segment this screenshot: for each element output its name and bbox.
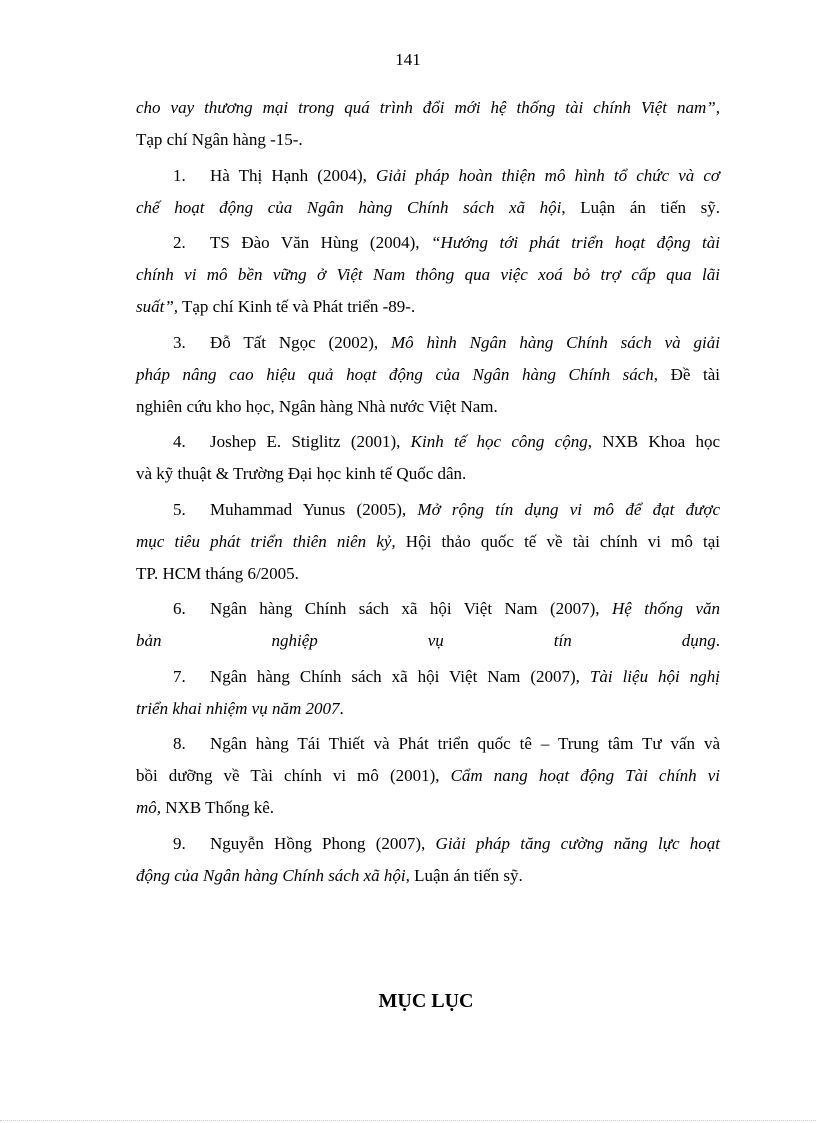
reference-item-9	[136, 828, 720, 892]
reference-item-2	[136, 227, 720, 323]
reference-item-5	[136, 494, 720, 590]
reference-line: suất”, Tạp chí Kinh tế và Phát triển -89-.	[136, 297, 416, 316]
reference-line	[136, 124, 720, 156]
reference-item-4	[136, 426, 720, 490]
reference-number: 8.	[173, 734, 186, 753]
reference-list	[136, 92, 720, 892]
reference-line: 2. TS Đào Văn Hùng (2004), “Hướng tới phát triển hoạt động tài	[136, 227, 720, 259]
reference-number: 2.	[173, 233, 186, 252]
page-number: 141	[395, 50, 421, 69]
page-bottom-rule	[0, 1120, 816, 1121]
reference-line: nghiên cứu kho học, Ngân hàng Nhà nước Việt Nam.	[136, 396, 498, 416]
reference-line: 5. Muhammad Yunus (2005), Mở rộng tín dụng vi mô để đạt được	[136, 494, 720, 526]
reference-line: pháp nâng cao hiệu quả hoạt động của Ngân hàng Chính sách, Đề tài	[136, 364, 720, 384]
reference-number: 9.	[173, 833, 186, 853]
reference-line: mục tiêu phát triển thiên niên kỷ, Hội thảo quốc tế về tài chính vi mô tại	[136, 531, 720, 551]
reference-item-6	[136, 593, 720, 657]
reference-line: 3. Đỗ Tất Ngọc (2002), Mô hình Ngân hàng Chính sách và giải	[136, 327, 720, 359]
reference-line: 4. Joshep E. Stiglitz (2001), Kinh tế học công cộng, NXB Khoa học	[136, 426, 720, 458]
reference-line: triển khai nhiệm vụ năm 2007.	[136, 698, 344, 718]
reference-line: 6. Ngân hàng Chính sách xã hội Việt Nam (2007), Hệ thống văn	[136, 593, 720, 625]
reference-number: 6.	[173, 599, 186, 618]
reference-title: cho vay thương mại trong quá trình đổi mới hệ thống tài chính Việt nam”	[136, 98, 716, 117]
reference-line: chính vi mô bền vững ở Việt Nam thông qua việc xoá bỏ trợ cấp qua lãi	[136, 265, 720, 284]
reference-line: 8. Ngân hàng Tái Thiết và Phát triển quốc tê – Trung tâm Tư vấn và	[136, 728, 720, 760]
reference-continuation	[136, 92, 720, 156]
reference-line: 1. Hà Thị Hạnh (2004), Giải pháp hoàn thiện mô hình tổ chức và cơ	[136, 160, 720, 192]
reference-line: TP. HCM tháng 6/2005.	[136, 563, 299, 583]
reference-item-7	[136, 661, 720, 725]
reference-number: 3.	[173, 332, 186, 352]
reference-line: và kỹ thuật & Trường Đại học kinh tế Quốc dân.	[136, 464, 467, 483]
reference-number: 1.	[173, 165, 186, 185]
reference-item-8	[136, 728, 720, 824]
reference-line: bản nghiệp vụ tín dụng.	[136, 631, 720, 650]
reference-item-3	[136, 327, 720, 423]
reference-line: 7. Ngân hàng Chính sách xã hội Việt Nam (2007), Tài liệu hội nghị	[136, 661, 720, 693]
reference-number: 5.	[173, 499, 186, 519]
reference-source: Tạp chí Ngân hàng -15-.	[136, 130, 303, 149]
reference-line: mô, NXB Thống kê.	[136, 798, 275, 817]
reference-line: bồi dưỡng về Tài chính vi mô (2001), Cẩm nang hoạt động Tài chính vi	[136, 766, 721, 785]
reference-line: động của Ngân hàng Chính sách xã hội, Luận án tiến sỹ.	[136, 865, 523, 885]
reference-number: 4.	[173, 432, 186, 451]
reference-item-1	[136, 160, 720, 224]
reference-line: chế hoạt động của Ngân hàng Chính sách xã hội, Luận án tiến sỹ.	[136, 197, 720, 217]
reference-number: 7.	[173, 666, 186, 686]
toc-heading: MỤC LỤC	[378, 990, 474, 1012]
reference-line: 9. Nguyễn Hồng Phong (2007), Giải pháp tăng cường năng lực hoạt	[136, 828, 720, 860]
reference-line: cho vay thương mại trong quá trình đổi mới hệ thống tài chính Việt nam”,	[136, 98, 720, 117]
